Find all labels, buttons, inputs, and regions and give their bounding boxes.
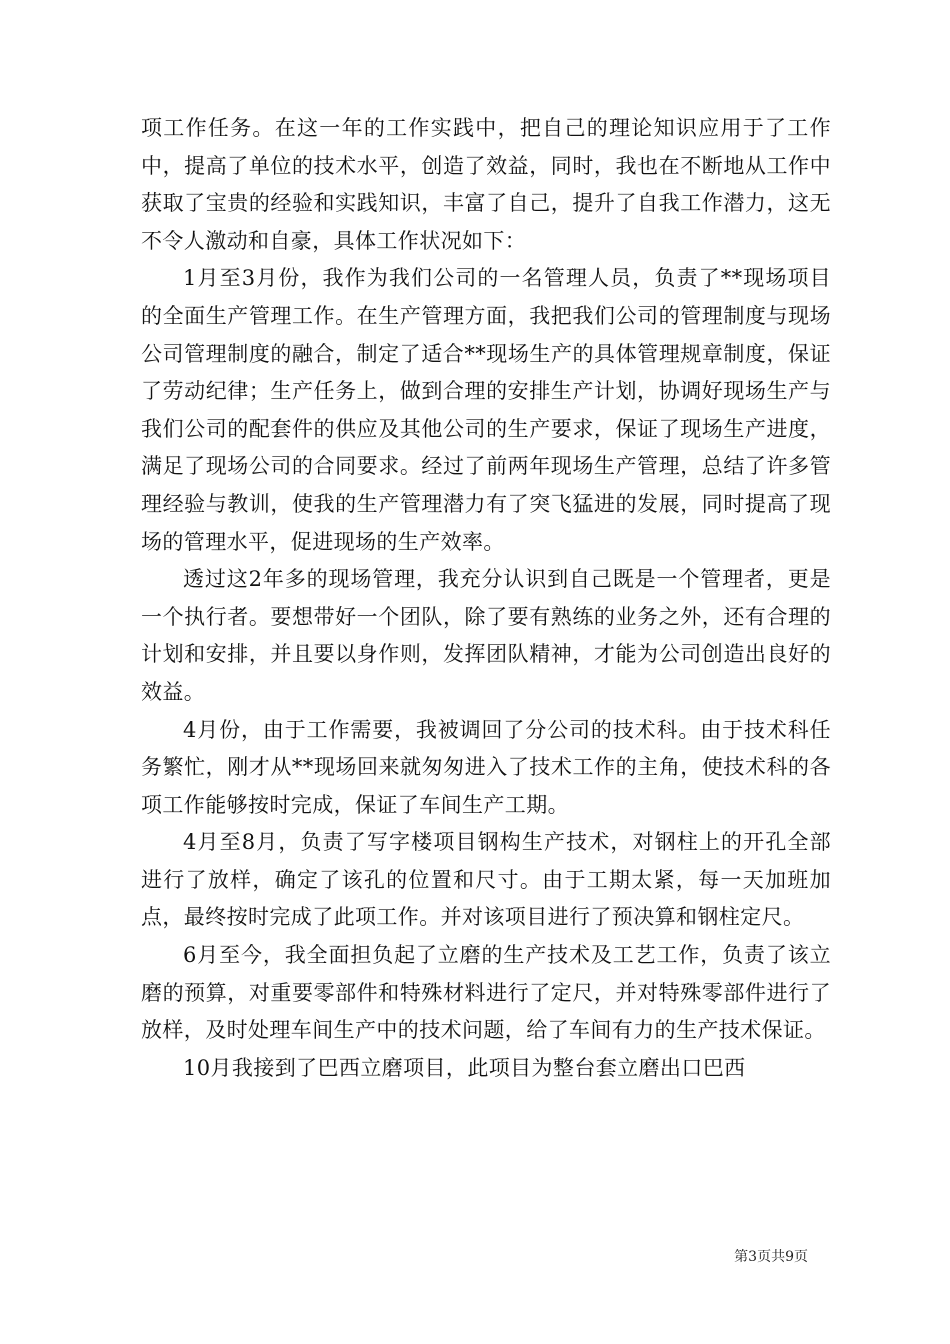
paragraph-1: 项工作任务。在这一年的工作实践中，把自己的理论知识应用于了工作中，提高了单位的技术水平，创造了效益，同时，我也在不断地从工作中获取了宝贵的经验和实践知识，丰富了自己，提升了自我工作潜力，这无不令人激动和自豪，具体工作状况如下： xyxy=(141,116,831,253)
page-number-footer: 第3页共9页 xyxy=(734,1249,808,1265)
paragraph-7: 10月我接到了巴西立磨项目，此项目为整台套立磨出口巴西 xyxy=(183,1055,746,1080)
paragraph-2: 1月至3月份，我作为我们公司的一名管理人员，负责了**现场项目的全面生产管理工作。在生产管理方面，我把我们公司的管理制度与现场公司管理制度的融合，制定了适合**现场生产的具体管理规章制度，保证了劳动纪律；生产任务上，做到合理的安排生产计划，协调好现场生产与我们公司的配套件的供应及其他公司的生产要求，保证了现场生产进度，满足了现场公司的合同要求。经过了前两年现场生产管理，总结了许多管理经验与教训，使我的生产管理潜力有了突飞猛进的发展，同时提高了现场的管理水平，促进现场的生产效率。 xyxy=(141,266,831,554)
paragraph-6: 6月至今，我全面担负起了立磨的生产技术及工艺工作，负责了该立磨的预算，对重要零部件和特殊材料进行了定尺，并对特殊零部件进行了放样，及时处理车间生产中的技术问题，给了车间有力的生产技术保证。 xyxy=(141,943,831,1043)
document-body xyxy=(141,110,831,1087)
paragraph-4: 4月份，由于工作需要，我被调回了分公司的技术科。由于技术科任务繁忙，刚才从**现场回来就匆匆进入了技术工作的主角，使技术科的各项工作能够按时完成，保证了车间生产工期。 xyxy=(141,717,831,817)
paragraph-3: 透过这2年多的现场管理，我充分认识到自己既是一个管理者，更是一个执行者。要想带好一个团队，除了要有熟练的业务之外，还有合理的计划和安排，并且要以身作则，发挥团队精神，才能为公司创造出良好的效益。 xyxy=(141,567,831,704)
paragraph-5: 4月至8月，负责了写字楼项目钢构生产技术，对钢柱上的开孔全部进行了放样，确定了该孔的位置和尺寸。由于工期太紧，每一天加班加点，最终按时完成了此项工作。并对该项目进行了预决算和钢柱定尺。 xyxy=(141,830,831,930)
